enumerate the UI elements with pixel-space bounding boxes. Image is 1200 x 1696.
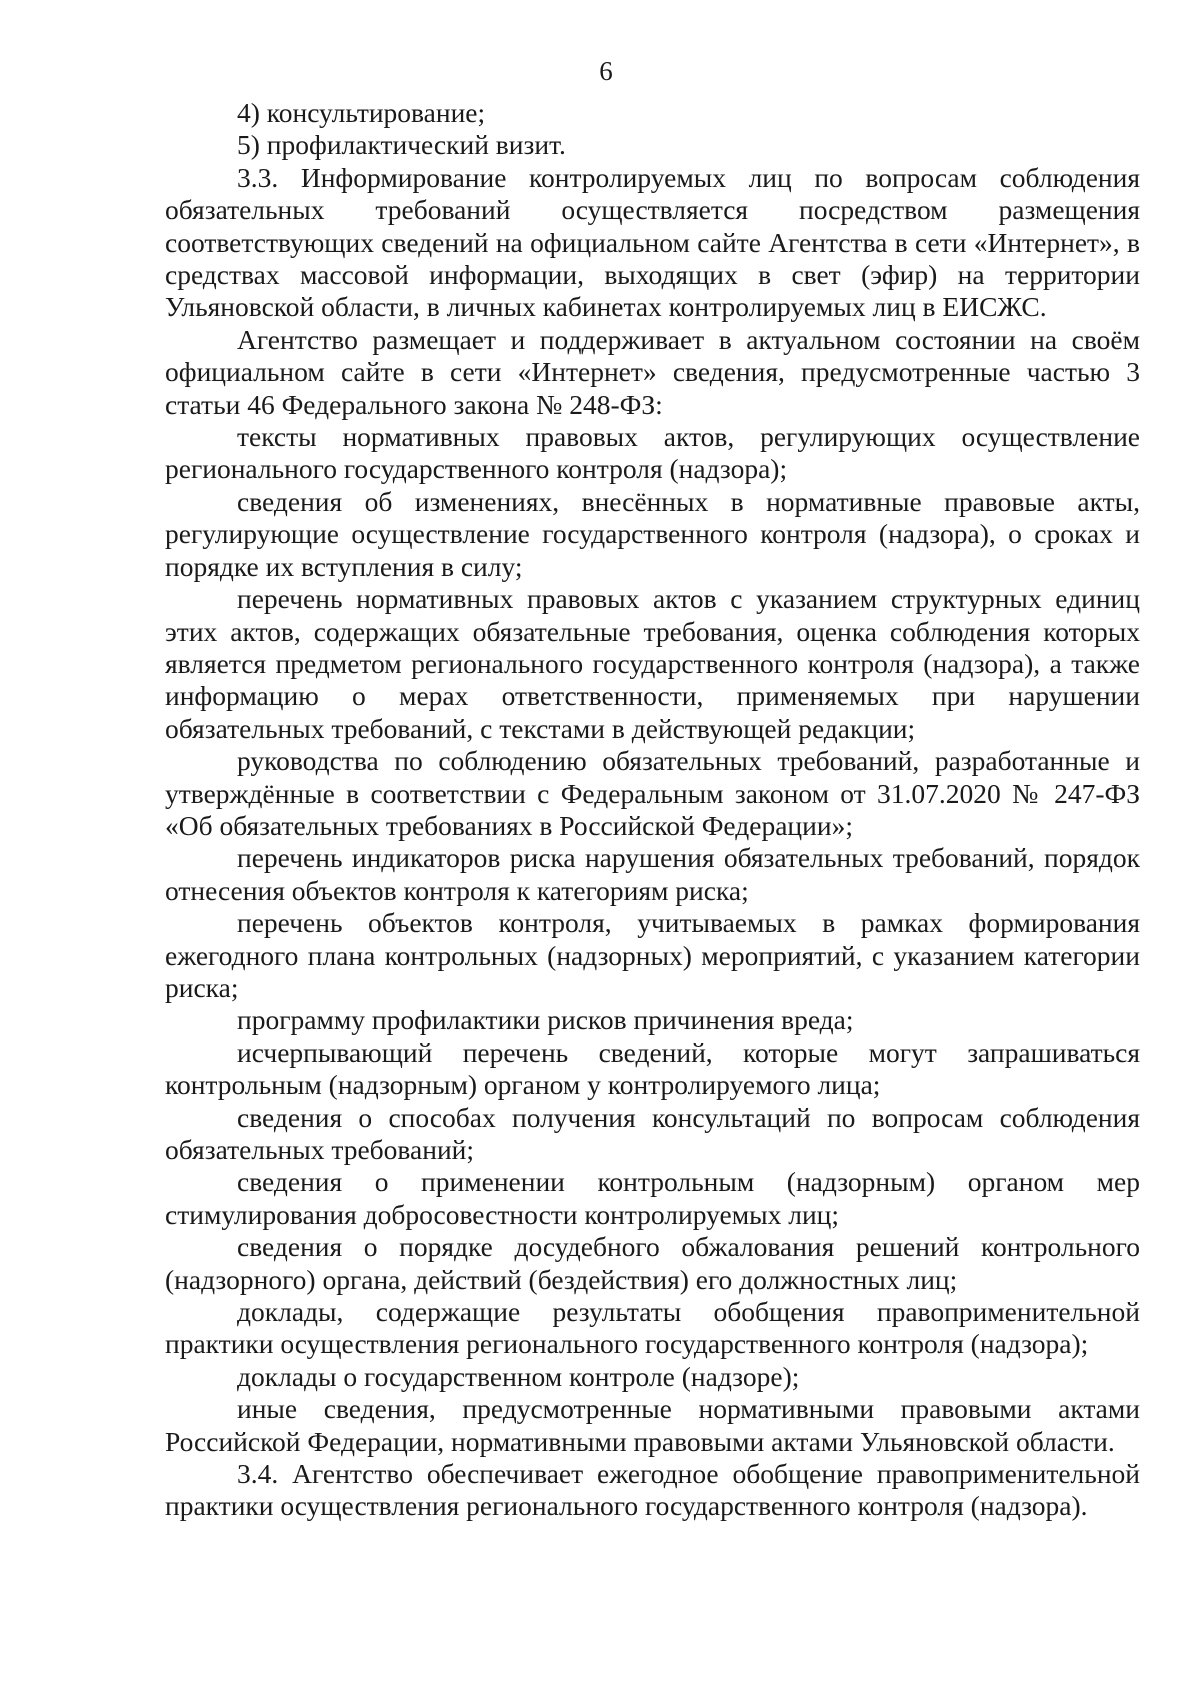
item-acts-list: перечень нормативных правовых актов с указанием структурных единиц этих актов, содержащих обязательные требования, оценка соблюдения которых является предметом регионального государственного контроля (надзора), а также информацию о мерах ответственности, применяемых при нарушении обязательных требований, с текстами в действующей редакции; [165,583,1140,744]
paragraph-3-4: 3.4. Агентство обеспечивает ежегодное обобщение правоприменительной практики осуществления регионального государственного контроля (надзора). [165,1458,1140,1522]
item-guidelines: руководства по соблюдению обязательных требований, разработанные и утверждённые в соответствии с Федеральным законом от 31.07.2020 № 247-ФЗ «Об обязательных требованиях в Российской Федерации»; [165,745,1140,841]
item-consultation-methods: сведения о способах получения консультаций по вопросам соблюдения обязательных требований; [165,1101,1140,1165]
item-other-info: иные сведения, предусмотренные нормативными правовыми актами Российской Федерации, нормативными правовыми актами Ульяновской области. [165,1393,1140,1457]
document-body [165,97,1140,1523]
item-appeal-procedure: сведения о порядке досудебного обжалования решений контрольного (надзорного) органа, действий (бездействия) его должностных лиц; [165,1231,1140,1295]
item-prevention-program: программу профилактики рисков причинения вреда; [237,1004,854,1036]
list-item-preventive-visit: 5) профилактический визит. [237,129,566,161]
item-amendments: сведения об изменениях, внесённых в нормативные правовые акты, регулирующие осуществление государственного контроля (надзора), о сроках и порядке их вступления в силу; [165,485,1140,582]
item-control-objects: перечень объектов контроля, учитываемых в рамках формирования ежегодного плана контрольных (надзорных) мероприятий, с указанием категории риска; [165,907,1140,1003]
item-incentive-measures: сведения о применении контрольным (надзорным) органом мер стимулирования добросовестности контролируемых лиц; [165,1166,1140,1230]
item-requestable-info: исчерпывающий перечень сведений, которые могут запрашиваться контрольным (надзорным) органом у контролируемого лица; [165,1036,1140,1101]
item-legal-texts: тексты нормативных правовых актов, регулирующих осуществление регионального государственного контроля (надзора); [165,421,1140,485]
page-number: 6 [599,56,613,86]
item-risk-indicators: перечень индикаторов риска нарушения обязательных требований, порядок отнесения объектов контроля к категориям риска; [165,842,1140,906]
item-control-reports: доклады о государственном контроле (надзоре); [237,1360,800,1392]
paragraph-agency-publishes: Агентство размещает и поддерживает в актуальном состоянии на своём официальном сайте в сети «Интернет» сведения, предусмотренные частью 3 статьи 46 Федерального закона № 248-ФЗ: [165,323,1140,420]
paragraph-3-3: 3.3. Информирование контролируемых лиц по вопросам соблюдения обязательных требований осуществляется посредством размещения соответствующих сведений на официальном сайте Агентства в сети «Интернет», в средствах массовой информации, выходящих в свет (эфир) на территории Ульяновской области, в личных кабинетах контролируемых лиц в ЕИСЖС. [165,161,1140,323]
item-practice-reports: доклады, содержащие результаты обобщения правоприменительной практики осуществления регионального государственного контроля (надзора); [165,1296,1140,1360]
list-item-consulting: 4) консультирование; [237,97,486,128]
